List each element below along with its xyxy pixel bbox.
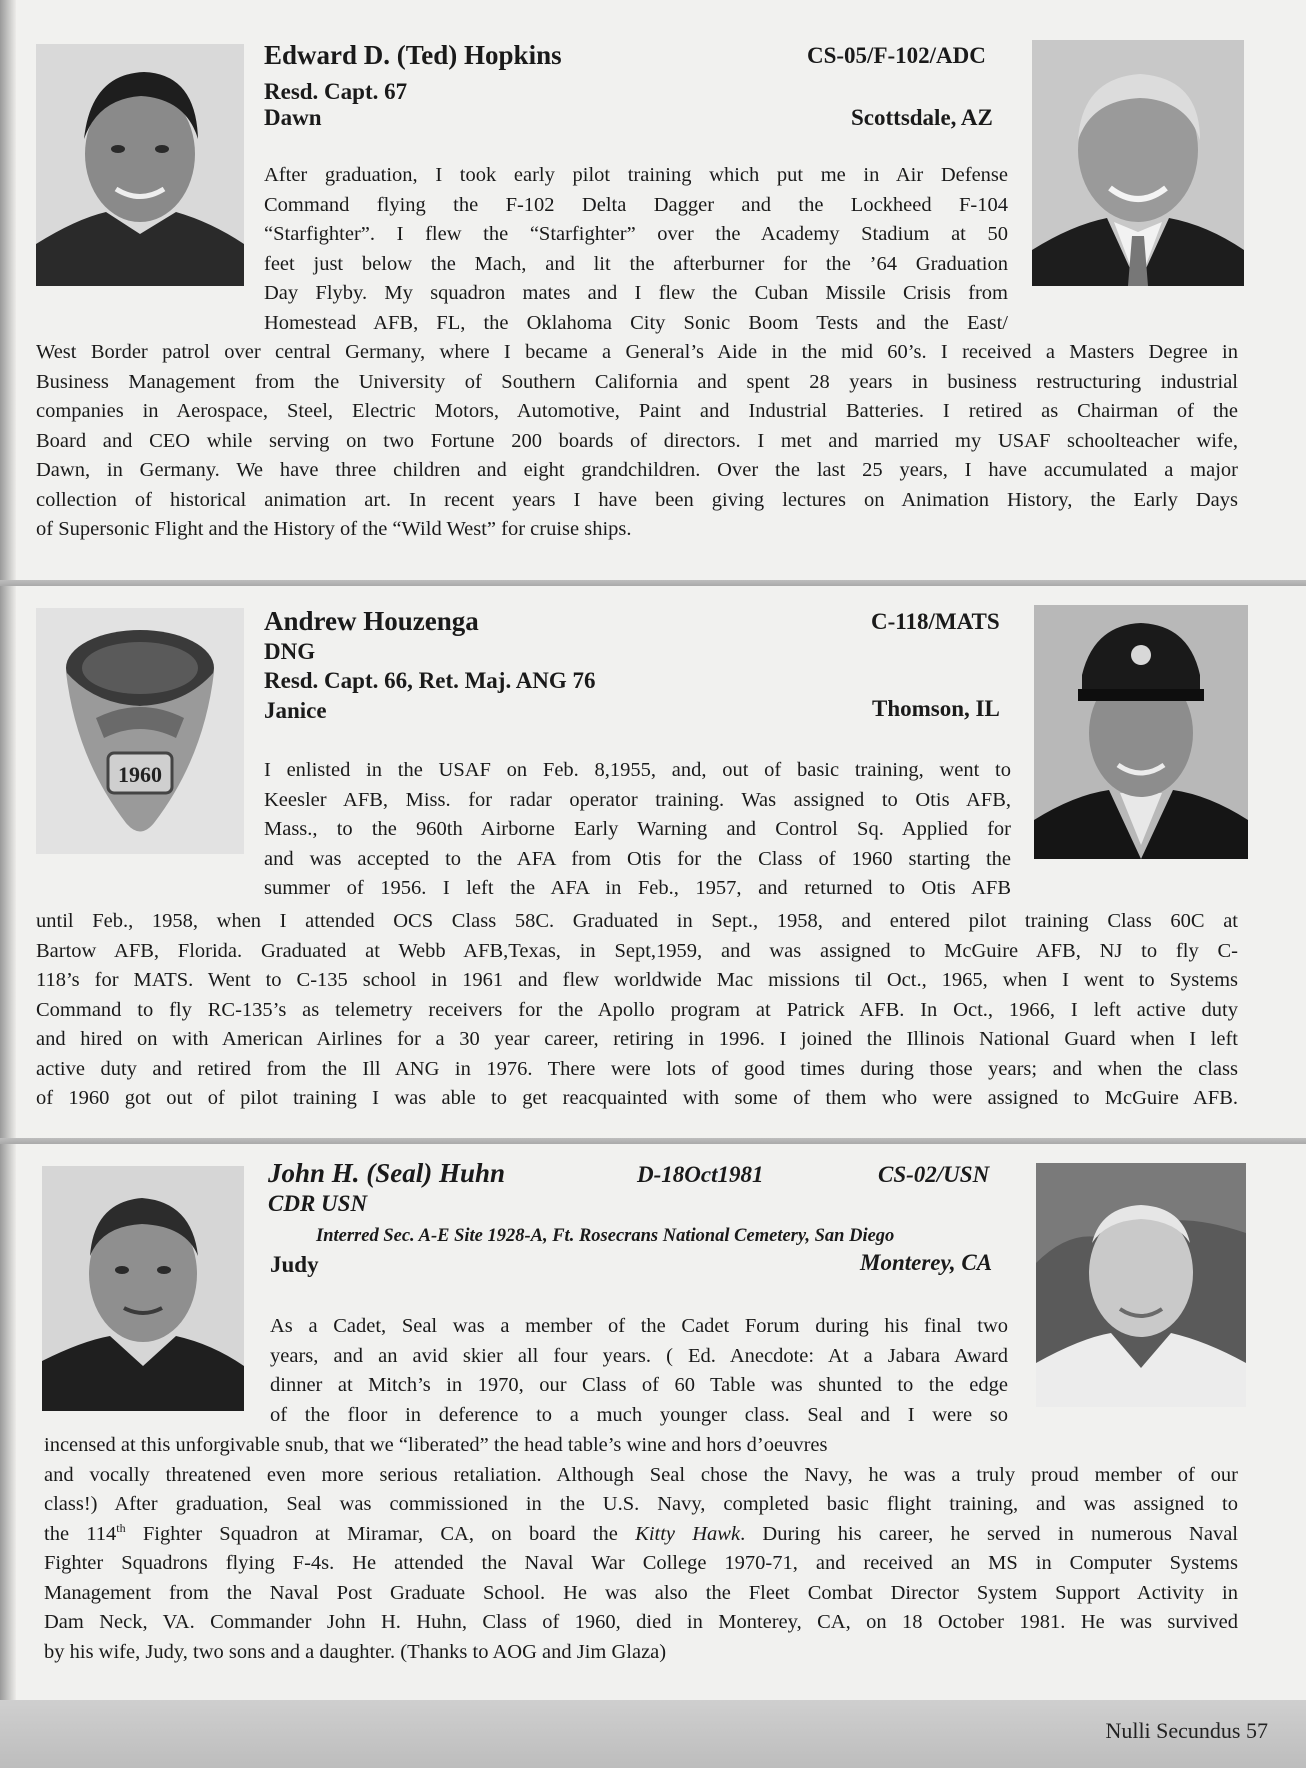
bio-line: Dawn, in Germany. We have three children and eight grandchildren. Over the last 25 years, I have accumulated a major (36, 459, 1238, 481)
bio-line: As a Cadet, Seal was a member of the Cadet Forum during his final two (270, 1315, 1008, 1337)
portrait-icon (1036, 1163, 1246, 1407)
name-huhn: John H. (Seal) Huhn (268, 1158, 506, 1188)
bio-line: Homestead AFB, FL, the Oklahoma City Sonic Boom Tests and the East/ (264, 311, 1008, 334)
portrait-icon (1034, 605, 1248, 859)
bio-line: Mass., to the 960th Airborne Early Warning and Control Sq. Applied for (264, 818, 1011, 840)
bio-indented-houzenga (264, 756, 1011, 904)
bio-line: class!) After graduation, Seal was commissioned in the U.S. Navy, completed basic flight training, and was assigned to (44, 1493, 1238, 1515)
bio-line: and vocally threatened even more serious retaliation. Although Seal chose the Navy, he was a truly proud member of our (44, 1463, 1238, 1486)
bio-full-houzenga (36, 907, 1238, 1114)
bio-line: Fighter Squadrons flying F-4s. He attended the Naval War College 1970-71, and received an MS in Computer Systems (44, 1552, 1238, 1574)
ship-name: Kitty Hawk (635, 1522, 741, 1545)
bio-full-hopkins (36, 338, 1238, 545)
name-houzenga: Andrew Houzenga (264, 606, 479, 636)
location-huhn: Monterey, CA (860, 1250, 993, 1275)
interment-huhn: Interred Sec. A-E Site 1928-A, Ft. Rosecrans National Cemetery, San Diego (316, 1226, 895, 1246)
bio-indented-huhn (270, 1312, 1008, 1430)
bio-line: incensed at this unforgivable snub, that we “liberated” the head table’s wine and hors d’oeuvres (44, 1434, 828, 1456)
bio-line: and was accepted to the AFA from Otis for the Class of 1960 starting the (264, 847, 1011, 870)
status-houzenga: DNG (264, 639, 316, 664)
bio-line: feet just below the Mach, and lit the afterburner for the ’64 Graduation (264, 252, 1008, 275)
bio-line: After graduation, I took early pilot training which put me in Air Defense (264, 164, 1008, 186)
bio-line: Board and CEO while serving on two Fortune 200 boards of directors. I met and married my USAF schoolteacher wife, (36, 429, 1238, 452)
superscript: th (116, 1520, 126, 1535)
bio-text: Fighter Squadron at Miramar, CA, on board the (125, 1522, 636, 1545)
page-footer: Nulli Secundus 57 (1105, 1718, 1268, 1743)
bio-line: of Supersonic Flight and the History of the “Wild West” for cruise ships. (36, 518, 632, 540)
class-ring-icon (36, 608, 244, 854)
spouse-huhn: Judy (270, 1252, 319, 1277)
rank-huhn: CDR USN (268, 1191, 368, 1216)
portrait-icon (1032, 40, 1244, 286)
svg-text:1960: 1960 (118, 762, 162, 787)
bio-indented-hopkins (264, 161, 1008, 338)
bio-line: active duty and retired from the Ill ANG in 1976. There were lots of good times during those years; and when the class (36, 1057, 1238, 1080)
class-ring-image (36, 608, 244, 854)
bio-line: companies in Aerospace, Steel, Electric Motors, Automotive, Paint and Industrial Batteries. I retired as Chairman of the (36, 400, 1238, 422)
bio-line: and hired on with American Airlines for a 30 year career, retiring in 1996. I joined the Illinois National Guard when I left (36, 1028, 1238, 1050)
cadet-portrait-hopkins (36, 44, 244, 286)
bio-line: of the floor in deference to a much younger class. Seal and I were so (270, 1403, 1008, 1426)
portrait-icon (42, 1166, 244, 1411)
bio-line: of 1960 got out of pilot training I was able to get reacquainted with some of them who were assigned to McGuire AFB. (36, 1087, 1238, 1109)
bio-line: Management from the Naval Post Graduate School. He was also the Fleet Combat Director System Support Activity in (44, 1581, 1238, 1604)
rank-hopkins: Resd. Capt. 67 (264, 79, 408, 104)
bio-text: . During his career, he served in numerous Naval (740, 1522, 1238, 1545)
bio-line: Command to fly RC-135’s as telemetry receivers for the Apollo program at Patrick AFB. In Oct., 1966, I left active duty (36, 998, 1238, 1021)
code-huhn: CS-02/USN (878, 1162, 990, 1187)
recent-portrait-hopkins (1032, 40, 1244, 286)
code-houzenga: C-118/MATS (871, 609, 1000, 634)
bio-line: summer of 1956. I left the AFA in Feb., 1957, and returned to Otis AFB (264, 877, 1011, 899)
bio-line: Dam Neck, VA. Commander John H. Huhn, Class of 1960, died in Monterey, CA, on 18 October 1981. He was survived (44, 1611, 1238, 1633)
death-date-huhn: D-18Oct1981 (637, 1162, 764, 1187)
portrait-icon (36, 44, 244, 286)
bio-line: West Border patrol over central Germany, where I became a General’s Aide in the mid 60’s. I received a Masters Degree in (36, 341, 1238, 363)
bio-line: 118’s for MATS. Went to C-135 school in 1961 and flew worldwide Mac missions til Oct., 1965, when I went to Systems (36, 969, 1238, 991)
section-divider (0, 580, 1306, 586)
page-gutter-shadow (0, 0, 16, 1768)
bio-line: I enlisted in the USAF on Feb. 8,1955, and, out of basic training, went to (264, 759, 1011, 781)
bio-line: years, and an avid skier all four years. ( Ed. Anecdote: At a Jabara Award (270, 1344, 1008, 1367)
spouse-houzenga: Janice (264, 698, 327, 723)
bio-line: by his wife, Judy, two sons and a daughter. (Thanks to AOG and Jim Glaza) (44, 1640, 667, 1663)
bio-line: Bartow AFB, Florida. Graduated at Webb AFB,Texas, in Sept,1959, and was assigned to McGuire AFB, NJ to fly C- (36, 939, 1238, 962)
bio-full-huhn (44, 1431, 1238, 1667)
bio-line: dinner at Mitch’s in 1970, our Class of 60 Table was shunted to the edge (270, 1374, 1008, 1396)
code-hopkins: CS-05/F-102/ADC (807, 43, 986, 68)
rank-houzenga: Resd. Capt. 66, Ret. Maj. ANG 76 (264, 668, 596, 693)
location-hopkins: Scottsdale, AZ (851, 105, 993, 130)
location-houzenga: Thomson, IL (872, 696, 1000, 721)
bio-line: until Feb., 1958, when I attended OCS Class 58C. Graduated in Sept., 1958, and entered pilot training Class 60C at (36, 910, 1238, 932)
recent-portrait-houzenga (1034, 605, 1248, 859)
bio-line: Day Flyby. My squadron mates and I flew the Cuban Missile Crisis from (264, 282, 1008, 304)
recent-portrait-huhn (1036, 1163, 1246, 1407)
bio-line: Business Management from the University of Southern California and spent 28 years in business restructuring industrial (36, 370, 1238, 393)
bio-text: the 114 (44, 1522, 117, 1545)
bio-line-navy (44, 1520, 1238, 1550)
bio-line: collection of historical animation art. In recent years I have been giving lectures on Animation History, the Early Days (36, 488, 1238, 511)
cadet-portrait-huhn (42, 1166, 244, 1411)
section-divider (0, 1138, 1306, 1144)
bio-line: “Starfighter”. I flew the “Starfighter” over the Academy Stadium at 50 (264, 223, 1008, 245)
bio-line: Keesler AFB, Miss. for radar operator training. Was assigned to Otis AFB, (264, 788, 1011, 811)
bio-line: Command flying the F-102 Delta Dagger and the Lockheed F-104 (264, 193, 1008, 216)
spouse-hopkins: Dawn (264, 105, 322, 130)
name-hopkins: Edward D. (Ted) Hopkins (264, 40, 562, 70)
